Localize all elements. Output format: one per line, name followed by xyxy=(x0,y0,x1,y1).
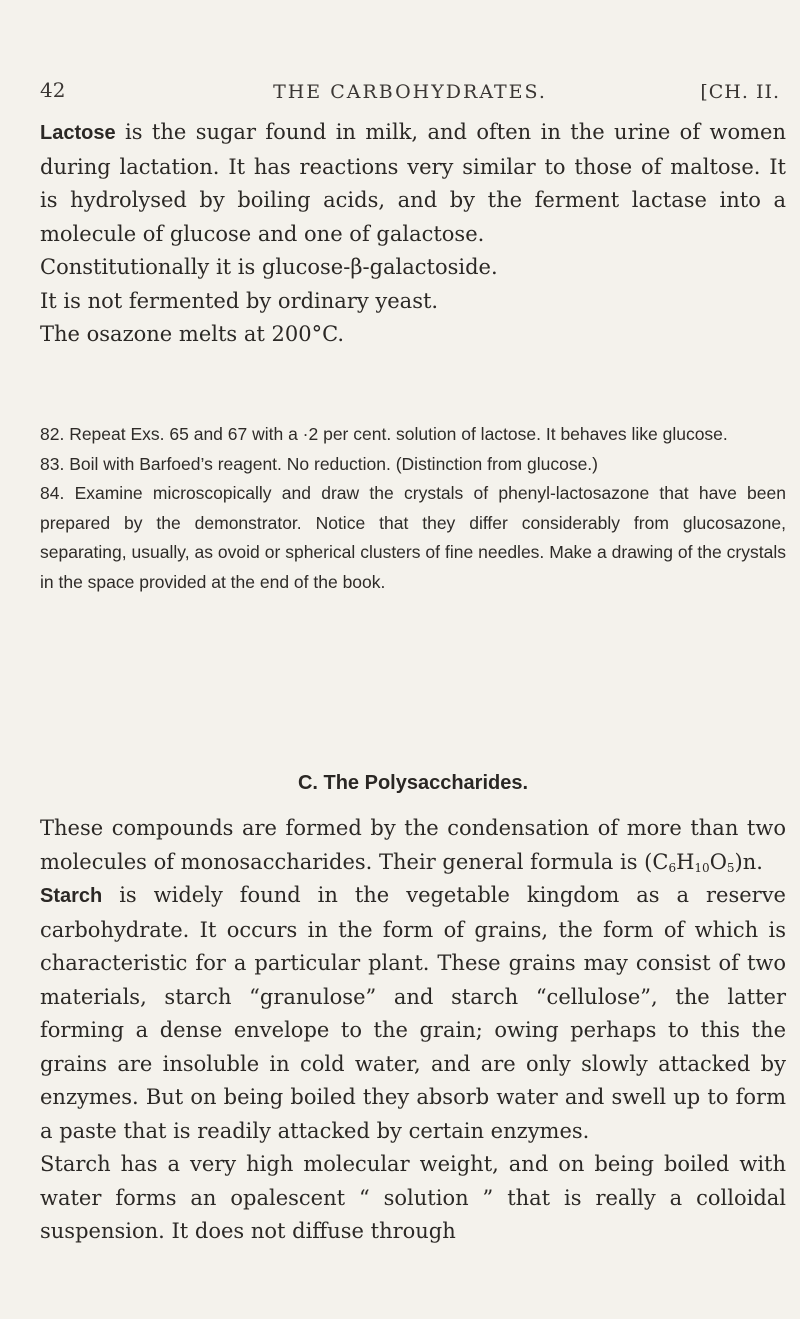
running-title: THE CARBOHYDRATES. xyxy=(273,81,547,103)
exercise-83: 83. Boil with Barfoed’s reagent. No reduction. (Distinction from glucose.) xyxy=(40,453,599,474)
lactose-text: is the sugar found in milk, and often in the urine of women during lactation. It has reactions very similar to those of maltose. It is hydrolysed by boiling acids, and by the ferment lactase into a molecule of glucose and one of galactose. xyxy=(40,120,786,246)
exercise-list xyxy=(40,420,786,597)
section-heading: C. The Polysaccharides. xyxy=(297,772,529,794)
polysaccharides-intro xyxy=(40,812,786,879)
starch-text: is widely found in the vegetable kingdom as a reserve carbohydrate. It occurs in the form of grains, the form of which is characteristic for a particular plant. These grains may consist of two materials, starch “granulose” and starch “cellulose”, the latter forming a dense envelope to the grain; owing perhaps to this the grains are insoluble in cold water, and are only slowly attacked by enzymes. But on being boiled they absorb water and swell up to form a paste that is readily attacked by certain enzymes. xyxy=(40,883,786,1143)
running-header xyxy=(40,78,780,112)
intro-text: These compounds are formed by the condensation of more than two molecules of monosaccharides. Their general formula is xyxy=(40,816,786,874)
lactose-fermentation: It is not fermented by ordinary yeast. xyxy=(40,288,439,313)
polysaccharides-section xyxy=(40,812,786,1249)
lactose-constitution: Constitutionally it is glucose-β-galactoside. xyxy=(40,255,498,279)
exercise-82: 82. Repeat Exs. 65 and 67 with a ·2 per cent. solution of lactose. It behaves like glucose. xyxy=(40,424,728,444)
starch-molecular-weight: Starch has a very high molecular weight, and on being boiled with water forms an opalescent “ solution ” that is really a colloidal suspension. It does not diffuse through xyxy=(40,1152,786,1243)
starch-paragraph xyxy=(40,879,786,1148)
starch-lead: Starch xyxy=(40,885,103,907)
lactose-section xyxy=(40,116,786,352)
lactose-paragraph xyxy=(40,116,786,251)
general-formula: $(C_6H_{10}O_5)n$. xyxy=(644,849,763,875)
page-number: 42 xyxy=(40,78,66,102)
exercise-84: 84. Examine microscopically and draw the crystals of phenyl-lactosazone that have been prepared by the demonstrator. Notice that they differ considerably from glucosazone, separating, usually, as ovoid or spherical clusters of fine needles. Make a drawing of the crystals in the space provided at the end of the book. xyxy=(40,483,786,592)
lactose-lead: Lactose xyxy=(40,122,116,144)
lactose-osazone: The osazone melts at 200°C. xyxy=(40,322,345,346)
chapter-label: [CH. II. xyxy=(700,81,780,103)
